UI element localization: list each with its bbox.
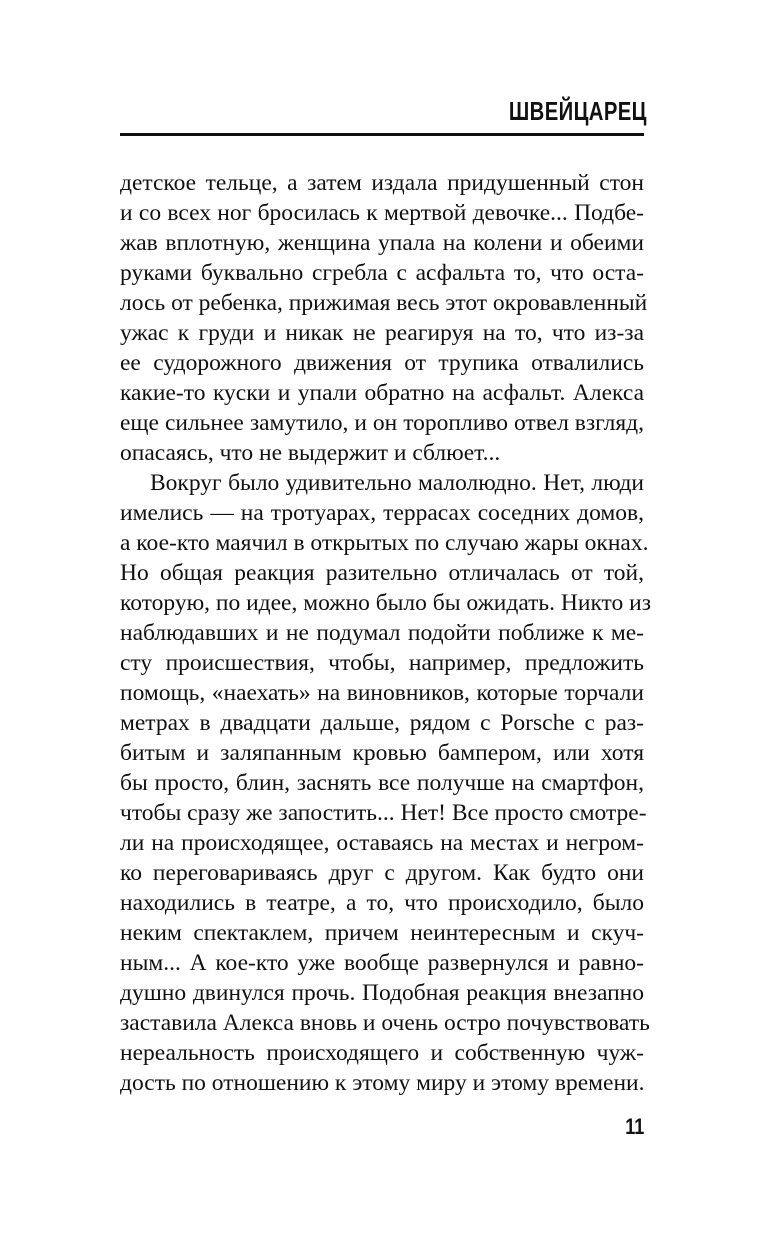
text-line: ужас к груди и никак не реагируя на то, что из-за	[120, 320, 644, 346]
paragraph-first-line	[120, 468, 644, 498]
text-line: опасаясь, что не выдержит и сблюет...	[120, 440, 501, 466]
text-line: битым и заляпанным кровью бампером, или хотя	[120, 740, 644, 766]
text-line: детское тельце, а затем издала придушенный стон	[120, 170, 644, 196]
text-line: и со всех ног бросилась к мертвой девочке... Подбе-	[120, 200, 644, 226]
text-line: которую, по идее, можно было бы ожидать. Никто из	[120, 590, 651, 616]
text-line: имелись — на тротуарах, террасах соседних домов,	[120, 500, 644, 526]
page-number: 11	[624, 1114, 644, 1139]
text-line: сту происшествия, чтобы, например, предложить	[120, 650, 644, 676]
running-head: ШВЕЙЦАРЕЦ	[509, 96, 647, 126]
text-line: ным... А кое-кто уже вообще развернулся и равно-	[120, 950, 644, 976]
body-text	[120, 168, 651, 1098]
text-line: а кое-кто маячил в открытых по случаю жары окнах.	[120, 530, 649, 556]
text-line: ко переговариваясь друг с другом. Как будто они	[120, 860, 644, 886]
text-line: находились в театре, а то, что происходило, было	[120, 890, 644, 916]
text-line: бы просто, блин, заснять все получше на смартфон,	[120, 770, 644, 796]
text-line: Но общая реакция разительно отличалась от той,	[120, 560, 644, 586]
text-line: руками буквально сгребла с асфальта то, что оста-	[120, 260, 644, 286]
text-line: дость по отношению к этому миру и этому времени.	[120, 1070, 645, 1096]
text-line: какие-то куски и упали обратно на асфальт. Алекса	[120, 380, 644, 406]
text-line: наблюдавших и не подумал подойти поближе к ме-	[120, 620, 644, 646]
text-line: нереальность происходящего и собственную чуж-	[120, 1040, 644, 1066]
text-line: чтобы сразу же запостить... Нет! Все просто смотре-	[120, 800, 647, 826]
text-line: помощь, «наехать» на виновников, которые торчали	[120, 680, 644, 706]
text-line: метрах в двадцати дальше, рядом с Porsche с раз-	[120, 710, 644, 736]
text-line: заставила Алекса вновь и очень остро почувствовать	[120, 1010, 650, 1036]
text-line: душно двинулся прочь. Подобная реакция внезапно	[120, 980, 644, 1006]
text-line: жав вплотную, женщина упала на колени и обеими	[120, 230, 644, 256]
text-line: неким спектаклем, причем неинтересным и скуч-	[120, 920, 644, 946]
text-line: ли на происходящее, оставаясь на местах и негром-	[120, 830, 644, 856]
text-line: еще сильнее замутило, и он торопливо отвел взгляд,	[120, 410, 644, 436]
text-line: ее судорожного движения от трупика отвалились	[120, 350, 644, 376]
text-line: лось от ребенка, прижимая весь этот окровавленный	[120, 290, 648, 316]
header-rule	[120, 133, 644, 136]
text-line: Вокруг было удивительно малолюдно. Нет, люди	[150, 470, 644, 496]
